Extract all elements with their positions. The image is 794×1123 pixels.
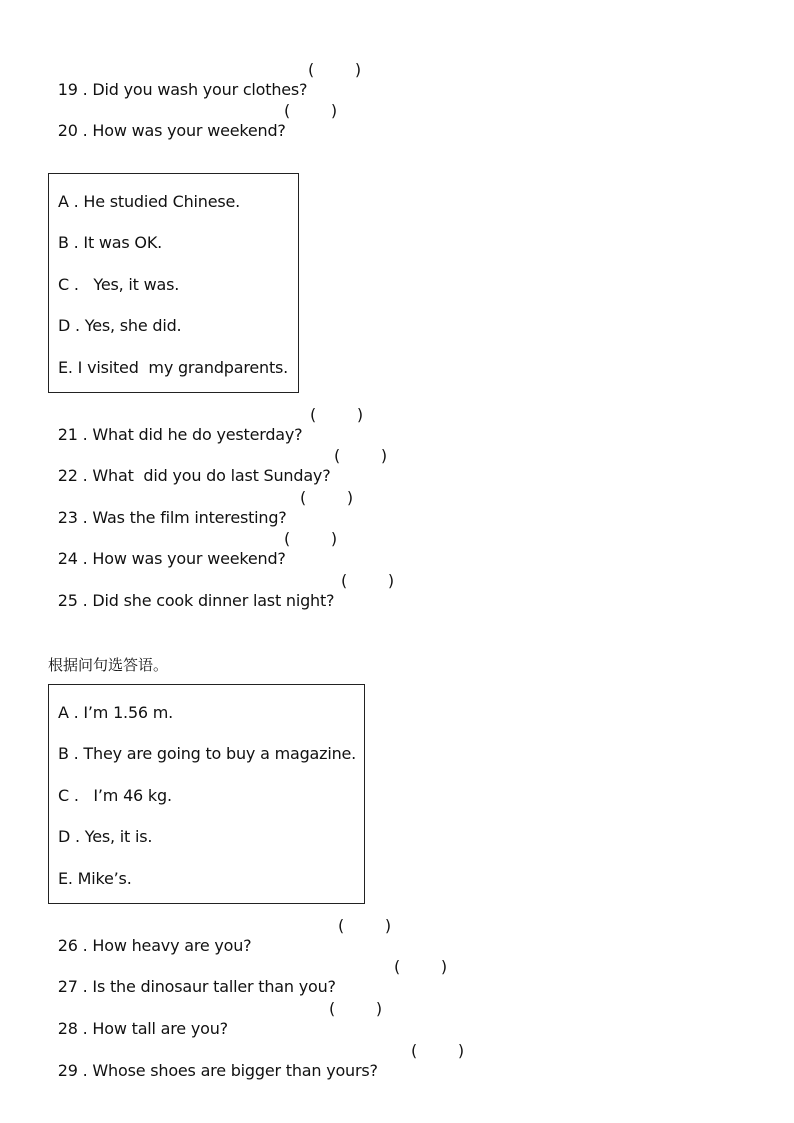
option-c: C . Yes, it was.	[58, 275, 180, 294]
question-text: Did you wash your clothes?	[92, 80, 308, 99]
question-text: How heavy are you?	[92, 936, 252, 955]
question-number: 22	[57, 466, 78, 485]
question-20: 20 . How was your weekend?	[57, 121, 286, 140]
question-text: How tall are you?	[92, 1019, 228, 1038]
answer-blank[interactable]: ( )	[284, 101, 338, 120]
option-e: E. I visited my grandparents.	[58, 358, 289, 377]
answer-blank[interactable]: ( )	[284, 529, 338, 548]
question-text: Whose shoes are bigger than yours?	[92, 1061, 378, 1080]
question-number: 20	[57, 121, 78, 140]
question-22: 22 . What did you do last Sunday?	[57, 466, 331, 485]
question-29: 29 . Whose shoes are bigger than yours?	[57, 1061, 378, 1080]
question-number: 23	[57, 508, 78, 527]
question-number: 21	[57, 425, 78, 444]
option-d: D . Yes, it is.	[58, 827, 153, 846]
options-box-1	[48, 173, 299, 393]
question-number: 27	[57, 977, 78, 996]
question-number: 25	[57, 591, 78, 610]
answer-blank[interactable]: ( )	[329, 999, 383, 1018]
answer-blank[interactable]: ( )	[411, 1041, 465, 1060]
question-28: 28 . How tall are you?	[57, 1019, 228, 1038]
options-box-2	[48, 684, 365, 904]
question-number: 24	[57, 549, 78, 568]
option-a: A . He studied Chinese.	[58, 192, 241, 211]
section-heading: 根据问句选答语。	[48, 656, 169, 674]
question-text: Is the dinosaur taller than you?	[92, 977, 336, 996]
question-number: 26	[57, 936, 78, 955]
option-a: A . I’m 1.56 m.	[58, 703, 174, 722]
question-19: 19 . Did you wash your clothes?	[57, 80, 308, 99]
answer-blank[interactable]: ( )	[394, 957, 448, 976]
question-text: How was your weekend?	[92, 121, 286, 140]
option-c: C . I’m 46 kg.	[58, 786, 172, 805]
question-text: What did he do yesterday?	[92, 425, 303, 444]
question-24: 24 . How was your weekend?	[57, 549, 286, 568]
question-21: 21 . What did he do yesterday?	[57, 425, 303, 444]
answer-blank[interactable]: ( )	[338, 916, 392, 935]
question-text: How was your weekend?	[92, 549, 286, 568]
question-text: What did you do last Sunday?	[92, 466, 331, 485]
answer-blank[interactable]: ( )	[310, 405, 364, 424]
option-e: E. Mike’s.	[58, 869, 132, 888]
question-26: 26 . How heavy are you?	[57, 936, 252, 955]
option-b: B . It was OK.	[58, 233, 162, 252]
answer-blank[interactable]: ( )	[341, 571, 395, 590]
question-text: Was the film interesting?	[92, 508, 287, 527]
option-b: B . They are going to buy a magazine.	[58, 744, 357, 763]
question-text: Did she cook dinner last night?	[92, 591, 335, 610]
question-number: 28	[57, 1019, 78, 1038]
question-25: 25 . Did she cook dinner last night?	[57, 591, 335, 610]
question-27: 27 . Is the dinosaur taller than you?	[57, 977, 336, 996]
question-number: 29	[57, 1061, 78, 1080]
answer-blank[interactable]: ( )	[300, 488, 354, 507]
question-23: 23 . Was the film interesting?	[57, 508, 287, 527]
option-d: D . Yes, she did.	[58, 316, 182, 335]
answer-blank[interactable]: ( )	[334, 446, 388, 465]
question-number: 19	[57, 80, 78, 99]
answer-blank[interactable]: ( )	[308, 60, 362, 79]
